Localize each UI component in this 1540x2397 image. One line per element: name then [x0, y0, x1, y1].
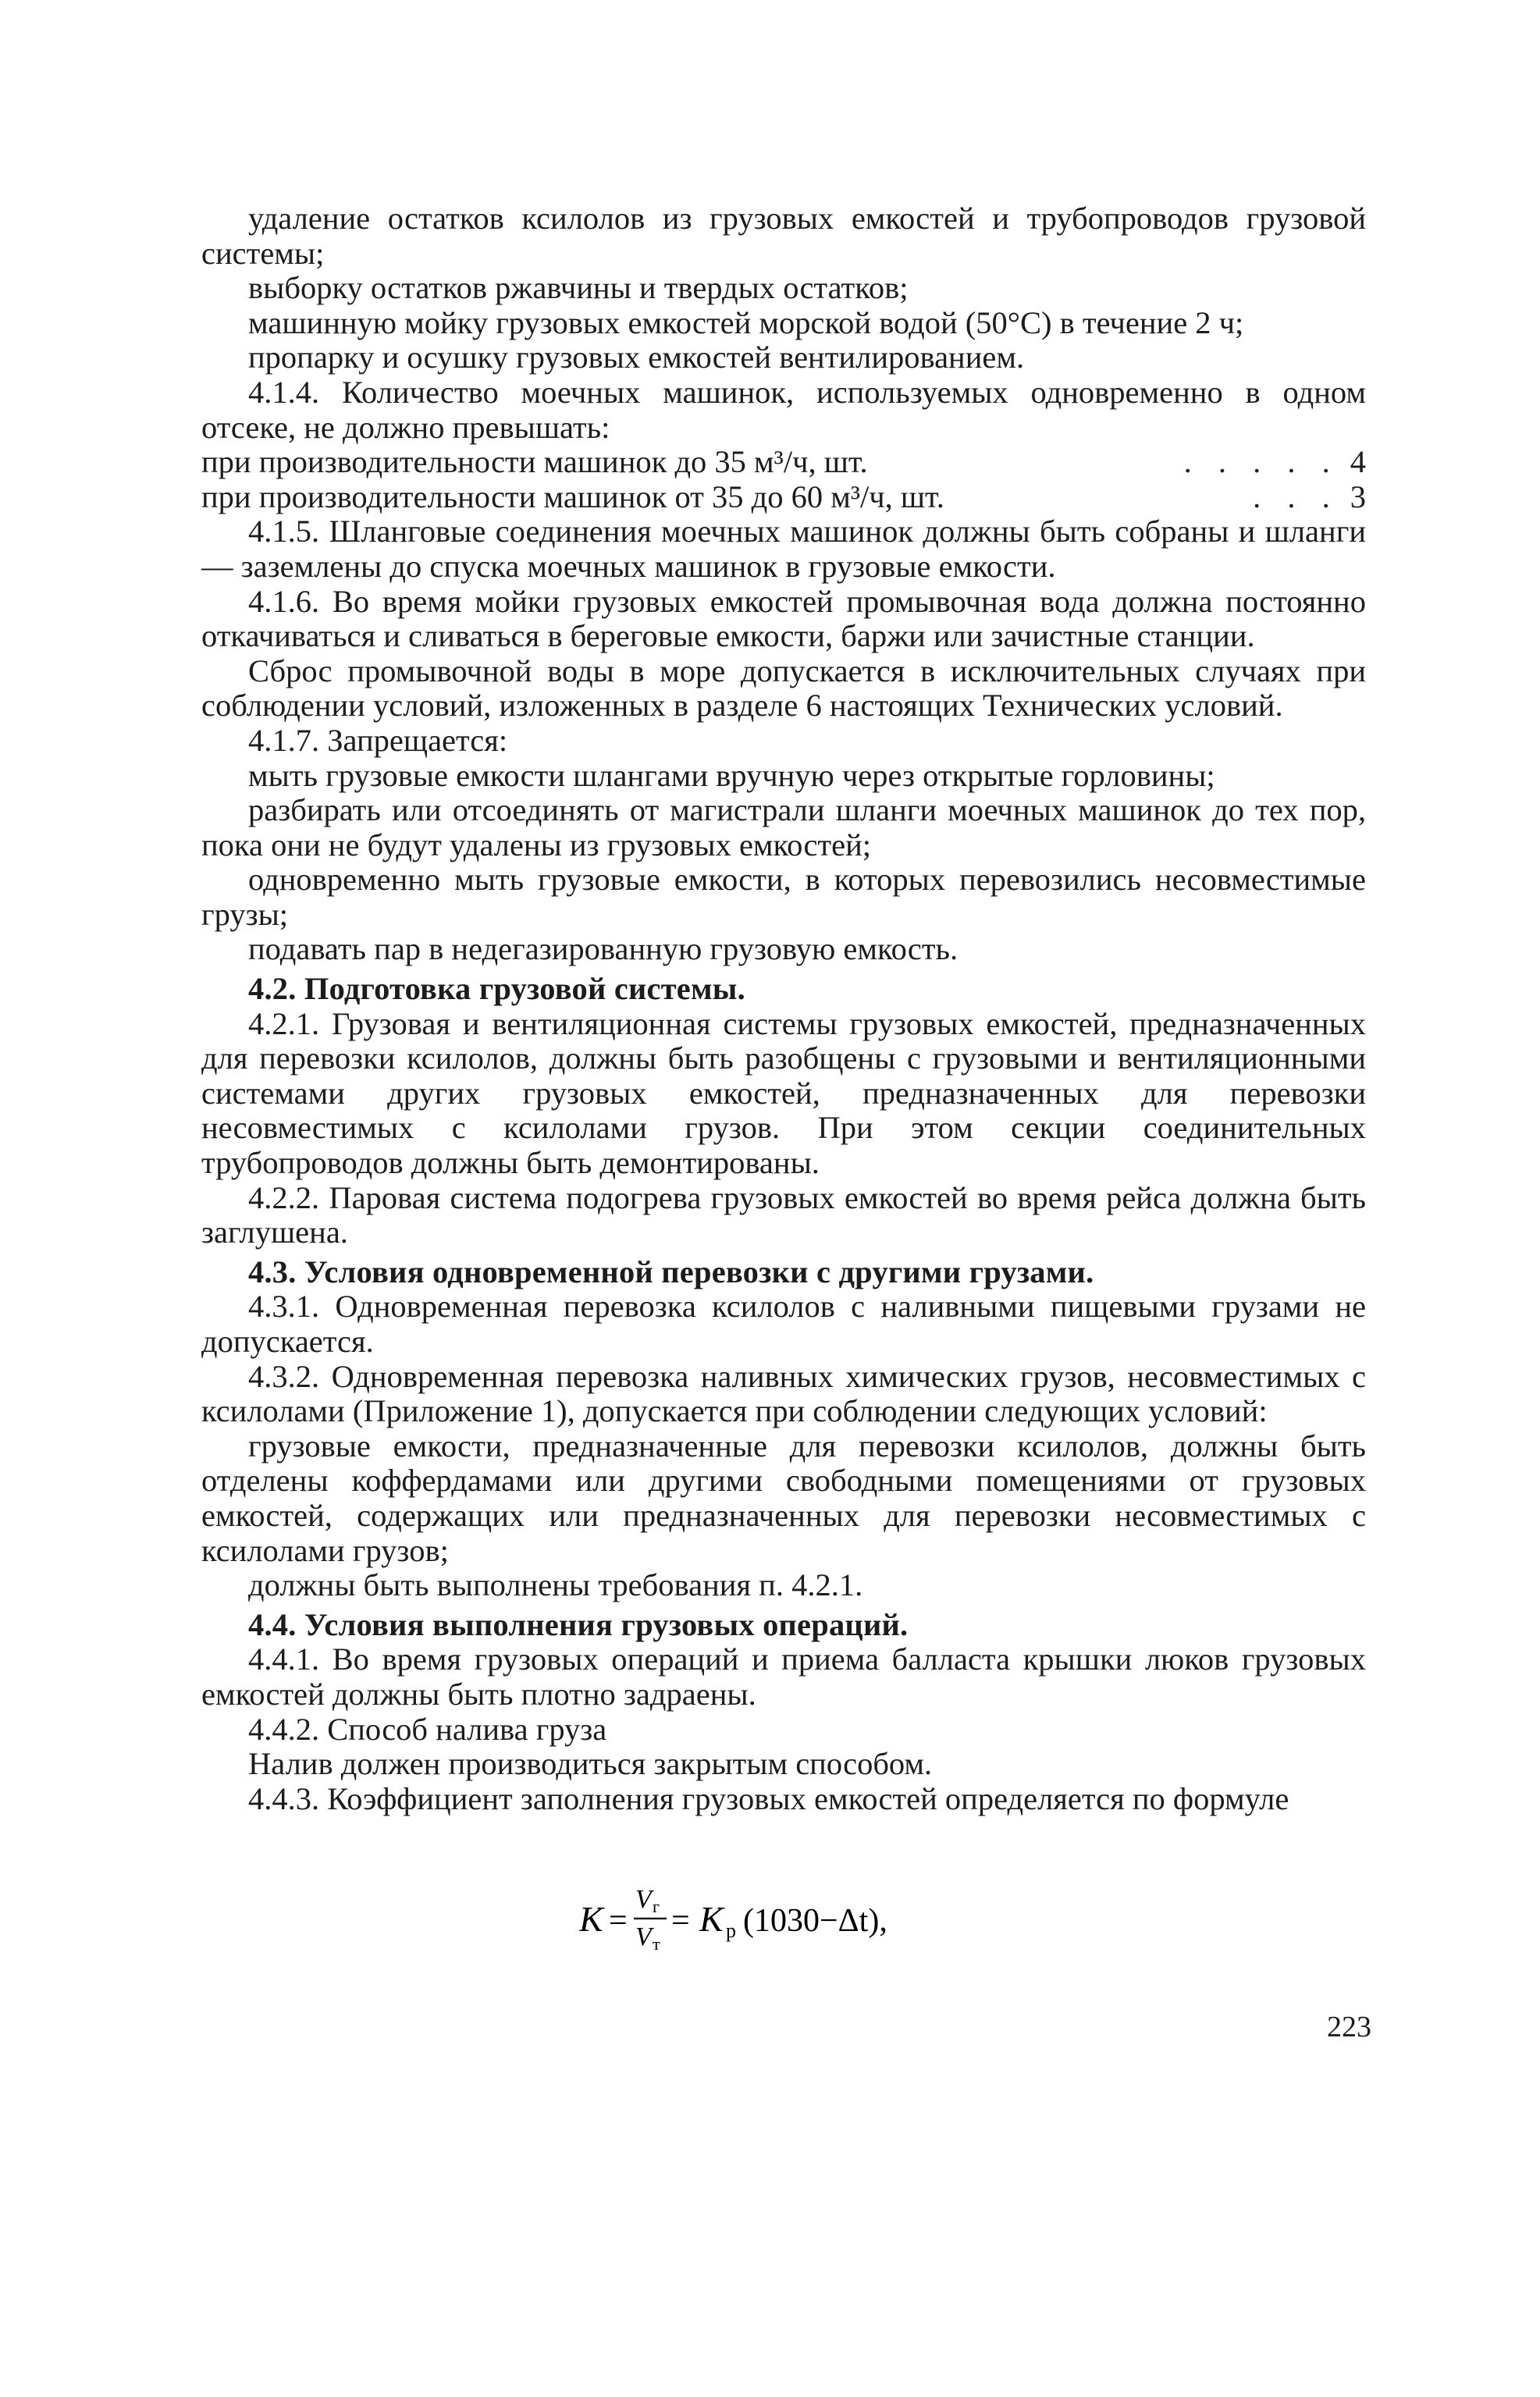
paragraph: подавать пар в недегазированную грузовую емкость. — [248, 931, 958, 967]
formula-k: K — [579, 1899, 603, 1939]
paragraph: 4.3.2. Одновременная перевозка наливных химических грузов, несовместимых с ксилолами (Приложение 1), допускается при соблюдении следующих условий: — [201, 1358, 1366, 1429]
paragraph: разбирать или отсоединять от магистрали шланги моечных машинок до тех пор, пока они не будут удалены из грузовых емкостей; — [201, 792, 1366, 862]
paragraph: мыть грузовые емкости шлангами вручную через открытые горловины; — [248, 757, 1215, 793]
page-number: 223 — [1327, 2011, 1371, 2043]
leader-label: при производительности машинок до 35 м³/ч, шт. — [201, 444, 868, 480]
paragraph: грузовые емкости, предназначенные для перевозки ксилолов, должны быть отделены коффердамами или другими свободными помещениями от грузовых емкостей, содержащих или предназначенных для перевозки несовместимых с ксилолами грузов; — [201, 1428, 1366, 1568]
paragraph: удаление остатков ксилолов из грузовых емкостей и трубопроводов грузовой системы; — [201, 201, 1366, 271]
paragraph: 4.4.1. Во время грузовых операций и приема балласта крышки люков грузовых емкостей должны быть плотно задраены. — [201, 1641, 1366, 1712]
document-page — [201, 201, 1366, 2278]
leader-line — [201, 480, 1366, 515]
paragraph: выборку остатков ржавчины и твердых остатков; — [248, 270, 909, 306]
leader-dots: . . . . . — [1183, 444, 1339, 480]
formula-denominator-sub: т — [653, 1934, 660, 1954]
paragraph: 4.3.1. Одновременная перевозка ксилолов с наливными пищевыми грузами не допускается. — [201, 1289, 1366, 1359]
paragraph: 4.2.1. Грузовая и вентиляционная системы грузовых емкостей, предназначенных для перевозки ксилолов, должны быть разобщены с грузовыми и вентиляционными системами других грузовых емкостей, предназначенных для перевозки несовместимых с ксилолами грузов. При этом секции соединительных трубопроводов должны быть демонтированы. — [201, 1005, 1366, 1181]
formula-kp-sub: р — [726, 1919, 736, 1942]
paragraph: Сброс промывочной воды в море допускается в исключительных случаях при соблюдении условий, изложенных в разделе 6 настоящих Технических условий. — [201, 653, 1366, 724]
formula-numerator-sub: г — [653, 1897, 660, 1916]
formula-svg — [579, 1873, 1047, 1959]
formula-denominator: V — [635, 1922, 652, 1951]
leader-dots: . . . — [1253, 478, 1339, 514]
formula-numerator: V — [635, 1885, 652, 1914]
fill-ratio-formula — [579, 1873, 1047, 1959]
formula-equals-1: = — [609, 1903, 628, 1939]
leader-label: при производительности машинок от 35 до 60 м³/ч, шт. — [201, 478, 944, 514]
section-heading: 4.3. Условия одновременной перевозки с другими грузами. — [248, 1254, 1094, 1289]
section-heading: 4.2. Подготовка грузовой системы. — [248, 971, 745, 1007]
paragraph: 4.1.5. Шланговые соединения моечных машинок должны быть собраны и шланги — заземлены до спуска моечных машинок в грузовые емкости. — [201, 514, 1366, 584]
paragraph: одновременно мыть грузовые емкости, в которых перевозились несовместимые грузы; — [201, 862, 1366, 932]
formula-equals-2: = — [671, 1903, 690, 1939]
paragraph: 4.1.6. Во время мойки грузовых емкостей промывочная вода должна постоянно откачиваться и сливаться в береговые емкости, баржи или зачистные станции. — [201, 583, 1366, 654]
section-heading: 4.4. Условия выполнения грузовых операций. — [248, 1606, 909, 1642]
formula-parenthetical: (1030−Δt), — [743, 1903, 887, 1939]
paragraph: 4.2.2. Паровая система подогрева грузовых емкостей во время рейса должна быть заглушена. — [201, 1179, 1366, 1250]
paragraph: 4.1.7. Запрещается: — [248, 722, 508, 758]
paragraph: 4.1.4. Количество моечных машинок, используемых одновременно в одном отсеке, не должно превышать: — [201, 374, 1366, 445]
body-text — [201, 201, 1366, 1816]
paragraph: должны быть выполнены требования п. 4.2.1. — [248, 1567, 863, 1603]
leader-line — [201, 445, 1366, 480]
leader-value: 3 — [1350, 478, 1366, 514]
leader-value: 4 — [1350, 444, 1366, 480]
paragraph: пропарку и осушку грузовых емкостей вентилированием. — [248, 340, 1025, 375]
paragraph: Налив должен производиться закрытым способом. — [248, 1746, 933, 1782]
paragraph: машинную мойку грузовых емкостей морской водой (50°С) в течение 2 ч; — [248, 304, 1244, 340]
paragraph: 4.4.3. Коэффициент заполнения грузовых емкостей определяется по формуле — [248, 1780, 1289, 1816]
paragraph: 4.4.2. Способ налива груза — [248, 1711, 607, 1747]
formula-kp: K — [699, 1899, 724, 1939]
